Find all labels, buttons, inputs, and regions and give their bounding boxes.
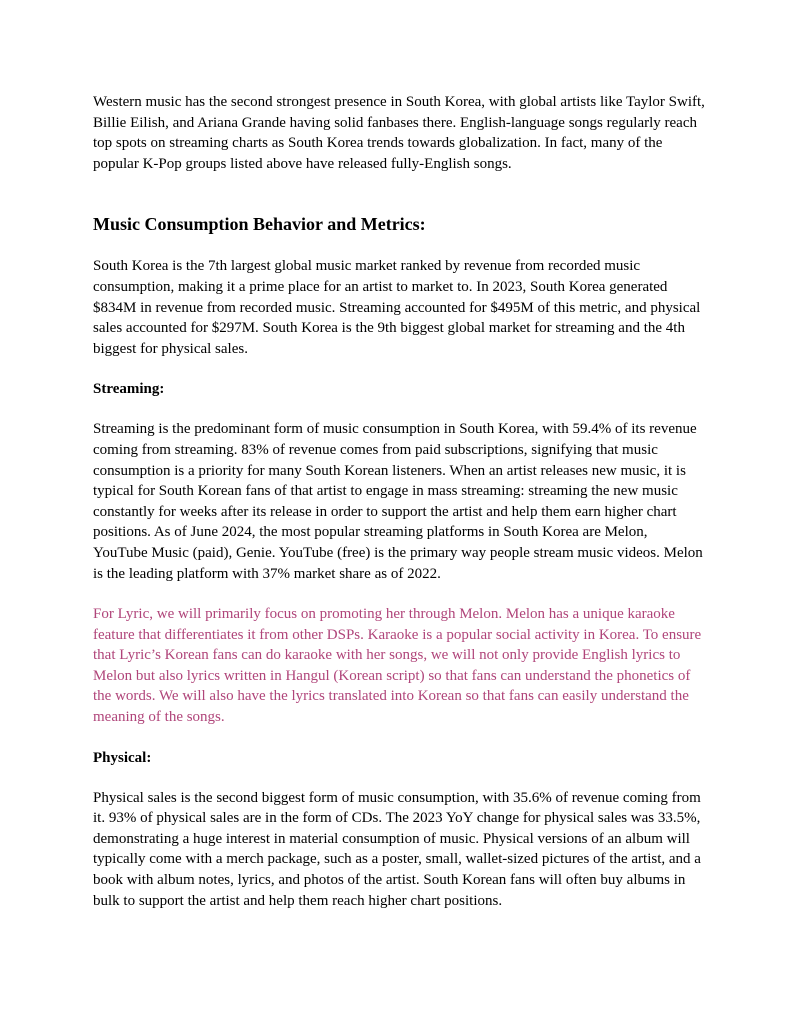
streaming-paragraph: Streaming is the predominant form of music consumption in South Korea, with 59.4% of its revenue coming from streaming. 83% of revenue comes from paid subscriptions, signifying that music consumption is a priority for many South Korean listeners. When an artist releases new music, it is typical for South Korean fans of that artist to engage in mass streaming: streaming the new music constantly for weeks after its release in order to support the artist and help them earn higher chart positions. As of June 2024, the most popular streaming platforms in South Korea are Melon, YouTube Music (paid), Genie. YouTube (free) is the primary way people stream music videos. Melon is the leading platform with 37% market share as of 2022. <box>93 421 703 582</box>
streaming-heading: Streaming: <box>93 381 165 398</box>
section-heading: Music Consumption Behavior and Metrics: <box>93 214 426 235</box>
physical-paragraph: Physical sales is the second biggest form of music consumption, with 35.6% of revenue coming from it. 93% of physical sales are in the form of CDs. The 2023 YoY change for physical sales was 33.5%, demonstrating a huge interest in material consumption of music. Physical versions of an album will typically come with a merch package, such as a poster, small, wallet-sized pictures of the artist, and a book with album notes, lyrics, and photos of the artist. South Korean fans will often buy albums in bulk to support the artist and help them reach higher chart positions. <box>93 789 701 909</box>
document-page <box>93 92 705 911</box>
intro-paragraph: Western music has the second strongest presence in South Korea, with global artists like Taylor Swift, Billie Eilish, and Ariana Grande having solid fanbases there. English-language songs regularly reach top spots on streaming charts as South Korea trends towards globalization. In fact, many of the popular K-Pop groups listed above have released fully-English songs. <box>93 94 705 172</box>
market-overview-paragraph: South Korea is the 7th largest global music market ranked by revenue from recorded music consumption, making it a prime place for an artist to market to. In 2023, South Korea generated $834M in revenue from recorded music. Streaming accounted for $495M of this metric, and physical sales accounted for $297M. South Korea is the 9th biggest global market for streaming and the 4th biggest for physical sales. <box>93 258 701 357</box>
lyric-melon-strategy-paragraph: For Lyric, we will primarily focus on promoting her through Melon. Melon has a unique karaoke feature that differentiates it from other DSPs. Karaoke is a popular social activity in Korea. To ensure that Lyric’s Korean fans can do karaoke with her songs, we will not only provide English lyrics to Melon but also lyrics written in Hangul (Korean script) so that fans can understand the phonetics of the words. We will also have the lyrics translated into Korean so that fans can easily understand the meaning of the songs. <box>93 606 702 726</box>
physical-heading: Physical: <box>93 749 152 766</box>
